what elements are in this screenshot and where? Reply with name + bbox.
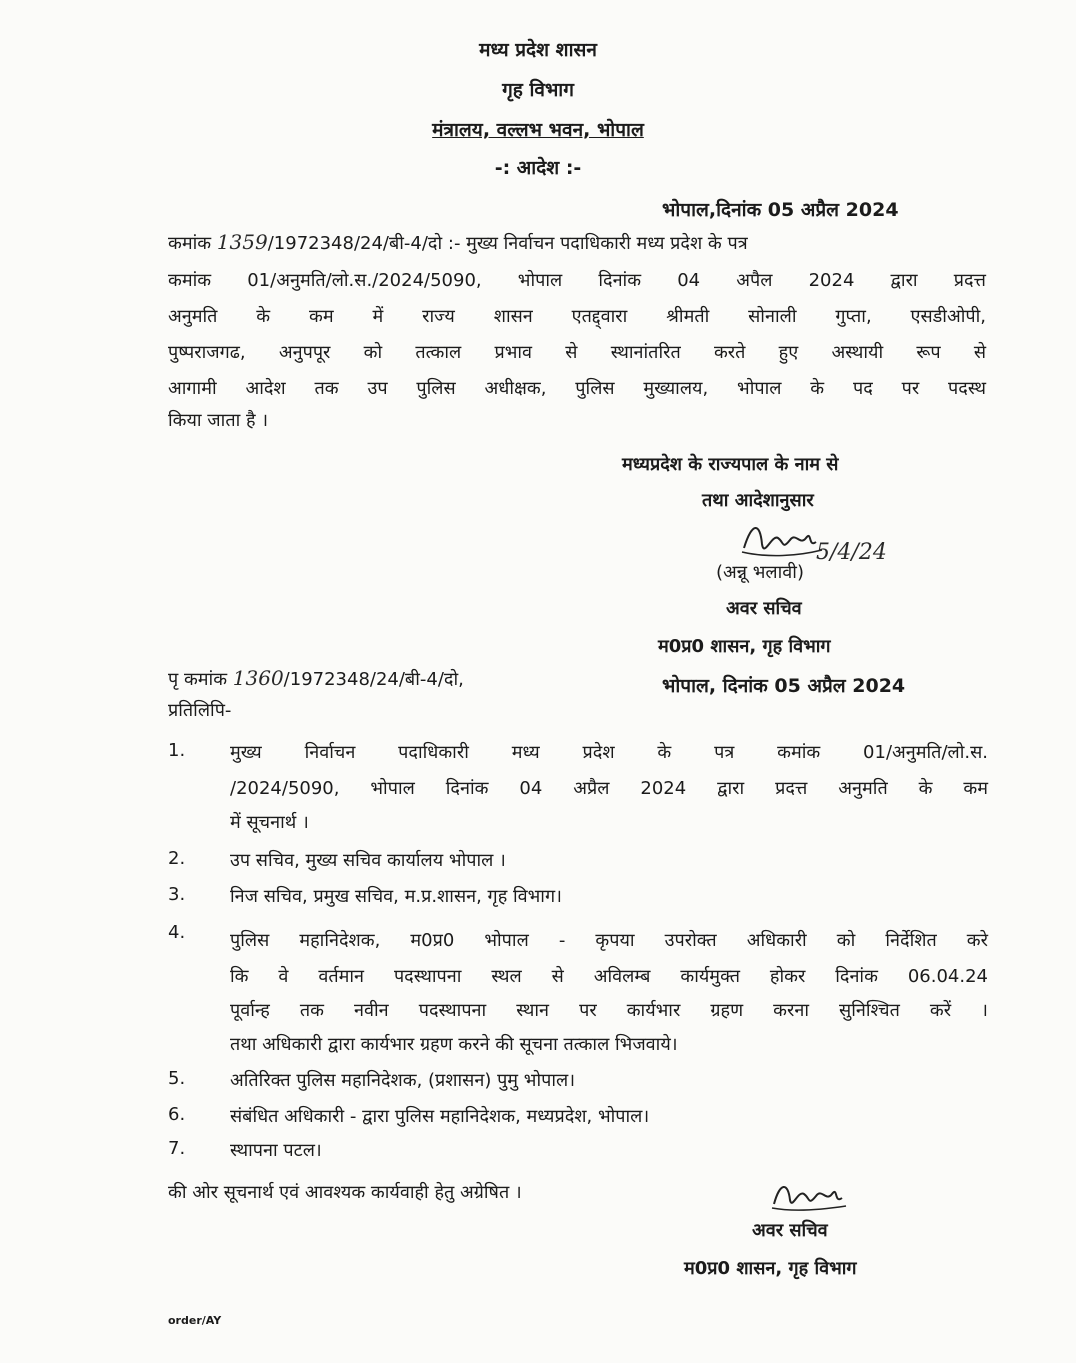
office-address-text: मंत्रालय, वल्लभ भवन, भोपाल [432, 119, 644, 141]
endorsement-number-handwritten: 1360 [232, 666, 284, 690]
signatory-designation: अवर सचिव [726, 598, 802, 619]
list-item-number: 4. [168, 922, 186, 943]
list-item-line: निज सचिव, प्रमुख सचिव, म.प्र.शासन, गृह विभाग। [230, 886, 562, 907]
copy-to-label: प्रतिलिपि- [168, 700, 232, 721]
signature-date: 5/4/24 [816, 540, 887, 565]
list-item-number: 1. [168, 740, 186, 761]
department-name: गृह विभाग [502, 79, 574, 101]
list-item-number: 2. [168, 848, 186, 869]
endorsement-number-line [168, 666, 464, 691]
order-number-prefix: कमांक [168, 233, 212, 254]
list-item-line: स्थापना पटल। [230, 1140, 322, 1161]
order-body-line: अनुमति के कम में राज्य शासन एतद्द्वारा श्रीमती सोनाली गुप्ता, एसडीओपी, [168, 306, 986, 327]
forwarding-note: की ओर सूचनार्थ एवं आवश्यक कार्यवाही हेतु अग्रेषित । [168, 1182, 522, 1203]
footer-reference: order/AY [168, 1314, 222, 1327]
list-item-line: उप सचिव, मुख्य सचिव कार्यालय भोपाल । [230, 850, 506, 871]
endorsement-number-prefix: पृ कमांक [168, 669, 228, 690]
order-body-last: किया जाता है । [168, 410, 269, 431]
endorsement-date: भोपाल, दिनांक 05 अप्रैल 2024 [662, 675, 906, 697]
list-item-line: कि वे वर्तमान पदस्थापना स्थल से अविलम्ब कार्यमुक्त होकर दिनांक 06.04.24 [230, 966, 988, 987]
closing-designation: अवर सचिव [752, 1220, 828, 1241]
list-item-line: तथा अधिकारी द्वारा कार्यभार ग्रहण करने की सूचना तत्काल भिजवाये। [230, 1034, 678, 1055]
office-address [0, 116, 1076, 142]
order-heading: -: आदेश :- [494, 157, 582, 179]
closing-department: म0प्र0 शासन, गृह विभाग [684, 1258, 857, 1279]
order-number-handwritten: 1359 [216, 230, 268, 254]
order-body-line: आगामी आदेश तक उप पुलिस अधीक्षक, पुलिस मुख्यालय, भोपाल के पद पर पदस्थ [168, 378, 986, 399]
closing-signature-scribble [768, 1176, 878, 1220]
list-item-number: 6. [168, 1104, 186, 1125]
list-item-line: अतिरिक्त पुलिस महानिदेशक, (प्रशासन) पुमु भोपाल। [230, 1070, 576, 1091]
closing-signature [768, 1176, 878, 1224]
list-item-number: 5. [168, 1068, 186, 1089]
list-item-line: मुख्य निर्वाचन पदाधिकारी मध्य प्रदेश के पत्र कमांक 01/अनुमति/लो.स. [230, 742, 988, 763]
signatory-department: म0प्र0 शासन, गृह विभाग [658, 636, 831, 657]
list-item-line: /2024/5090, भोपाल दिनांक 04 अप्रैल 2024 द्वारा प्रदत्त अनुमति के कम [230, 778, 988, 799]
list-item-line: में सूचनार्थ । [230, 812, 309, 833]
list-item-number: 7. [168, 1138, 186, 1159]
endorsement-number-suffix: /1972348/24/बी-4/दो, [283, 669, 464, 690]
govt-name: मध्य प्रदेश शासन [479, 39, 597, 61]
order-authority-line: तथा आदेशानुसार [702, 490, 814, 511]
list-item-line: पुलिस महानिदेशक, म0प्र0 भोपाल - कृपया उपरोक्त अधिकारी को निर्देशित करे [230, 930, 988, 951]
order-number-line [168, 230, 748, 255]
order-body-line: कमांक 01/अनुमति/लो.स./2024/5090, भोपाल दिनांक 04 अपैल 2024 द्वारा प्रदत्त [168, 270, 986, 291]
list-item-line: पूर्वान्ह तक नवीन पदस्थापना स्थान पर कार्यभार ग्रहण करना सुनिश्चित करें । [230, 1000, 988, 1021]
list-item-number: 3. [168, 884, 186, 905]
list-item-line: संबंधित अधिकारी - द्वारा पुलिस महानिदेशक, मध्यप्रदेश, भोपाल। [230, 1106, 650, 1127]
order-body-line: पुष्पराजगढ, अनुपपूर को तत्काल प्रभाव से स्थानांतरित करते हुए अस्थायी रूप से [168, 342, 986, 363]
signatory-name: (अन्नू भलावी) [716, 562, 804, 583]
order-number-suffix: /1972348/24/बी-4/दो :- मुख्य निर्वाचन पदाधिकारी मध्य प्रदेश के पत्र [267, 233, 748, 254]
governor-name-line: मध्यप्रदेश के राज्यपाल के नाम से [622, 454, 839, 475]
order-date: भोपाल,दिनांक 05 अप्रैल 2024 [662, 199, 899, 221]
